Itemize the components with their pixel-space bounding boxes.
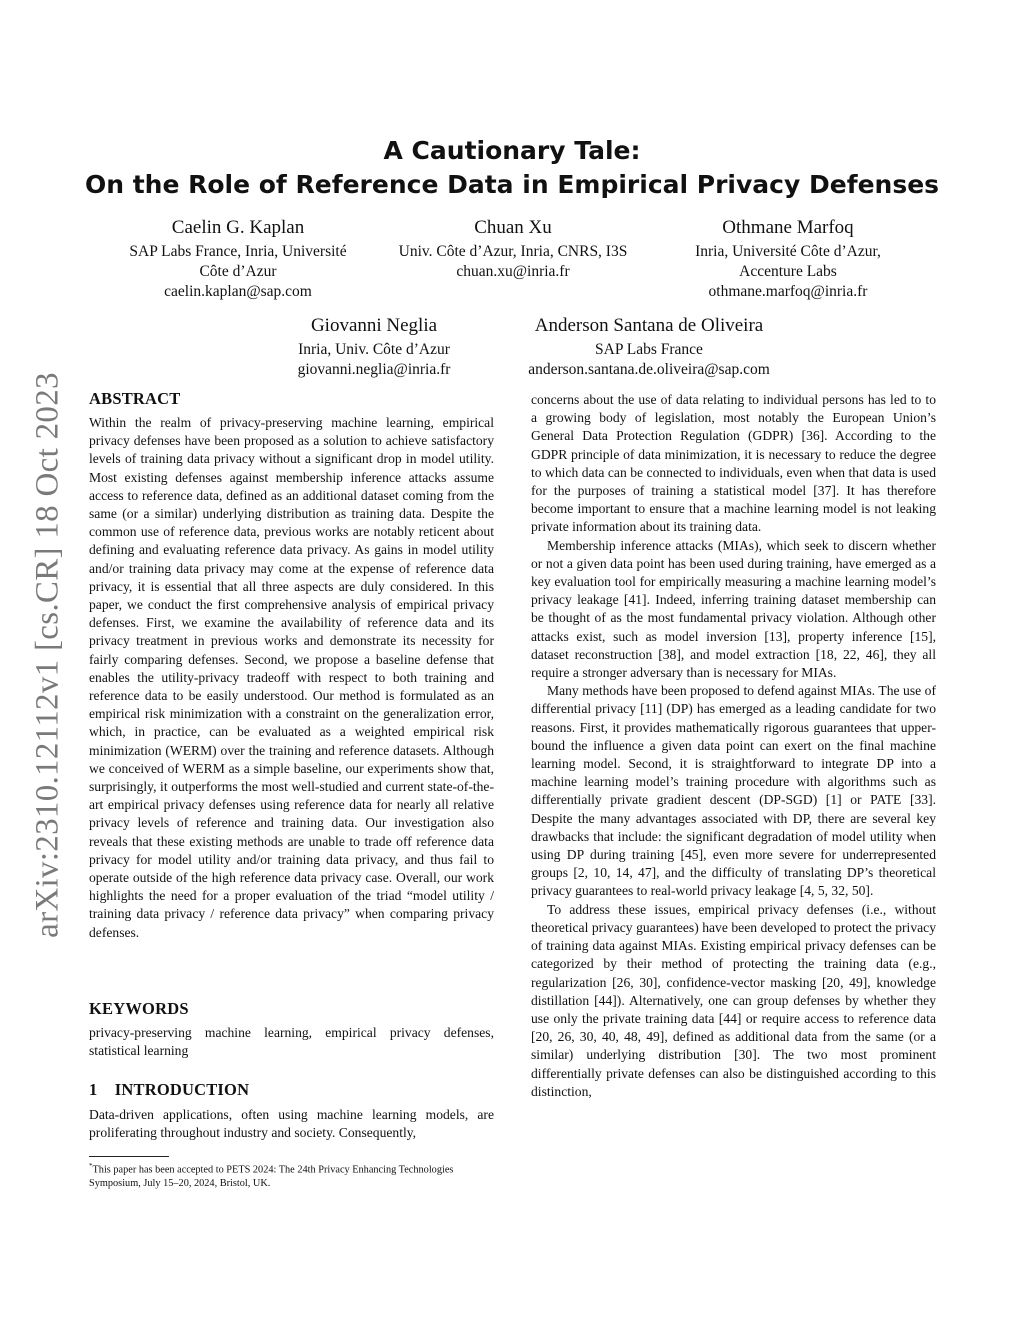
paragraph: Membership inference attacks (MIAs), which seek to discern whether or not a given data point has been used during training, have emerged as a key evaluation tool for empirically measuring a machine learning model’s privacy leakage [41]. Indeed, inferring training dataset membership can be thought of as the most fundamental privacy violation. Although other attacks exist, such as model inversion [13], property inference [15], dataset reconstruction [38], and model extraction [18, 22, 46], they all require a stronger adversary than is necessary for MIAs.: [531, 537, 936, 681]
abstract-body: [89, 414, 494, 942]
keywords-body: [89, 1024, 494, 1060]
author-block-5: [506, 314, 792, 380]
abstract-heading: ABSTRACT: [89, 389, 181, 408]
footnote: [89, 1160, 494, 1190]
arxiv-id-text: arXiv:2310.12112v1 [cs.CR] 18 Oct 2023: [29, 372, 65, 938]
abstract-text: Within the realm of privacy-preserving machine learning, empirical privacy defenses have been proposed as a solution to achieve satisfactory levels of training data privacy without a significant drop in model utility. Most existing defenses against membership inference attacks assume access to reference data, defined as an additional dataset coming from the same (or a similar) underlying distribution as training data. Despite the common use of reference data, previous works are notably reticent about defining and evaluating reference data privacy. As gains in model utility and/or training data privacy may come at the expense of reference data privacy, it is essential that all three aspects are duly considered. In this paper, we conduct the first comprehensive analysis of empirical privacy defenses. First, we examine the availability of reference data and its privacy treatment in previous works and demonstrate its necessity for fairly comparing defenses. Second, we propose a baseline defense that enables the utility-privacy tradeoff with respect to both training and reference data to be easily understood. Our method is formulated as an empirical risk minimization with a constraint on the generalization error, which, in practice, can be evaluated as a weighted empirical risk minimization (WERM) over the training and reference datasets. Although we conceived of WERM as a simple baseline, our experiments show that, surprisingly, it outperforms the most well-studied and current state-of-the-art empirical privacy defenses using reference data for nearly all relative privacy levels of reference and training data. Our investigation also reveals that these existing methods are unable to trade off reference data privacy for model utility and/or training data privacy, and thus fail to operate outside of the high reference data privacy case. Overall, our work highlights the need for a proper evaluation of the triad “model utility / training data privacy / reference data privacy” when comparing privacy defenses.: [89, 415, 494, 940]
author-block-1: [108, 216, 368, 302]
author-email[interactable]: chuan.xu@inria.fr: [456, 263, 570, 280]
paragraph: Many methods have been proposed to defend against MIAs. The use of differential privacy [11] (DP) has emerged as a leading candidate for two reasons. First, it provides mathematically rigorous guarantees that upper-bound the influence a given data point can exert on the final machine learning model. Second, it is straightforward to integrate DP into a machine learning model’s training procedure with algorithms such as differentially private gradient descent (DP-SGD) [1] or PATE [33]. Despite the many advantages associated with DP, there are several key drawbacks that include: the significant degradation of model utility when using DP during training [45], even more severe for underrepresented groups [2, 10, 14, 47], and the difficulty of translating DP’s theoretical privacy guarantees to real-world privacy leakage [4, 5, 32, 50].: [531, 683, 936, 899]
author-name: Caelin G. Kaplan: [171, 217, 305, 238]
author-email[interactable]: othmane.marfoq@inria.fr: [708, 283, 868, 300]
author-email[interactable]: caelin.kaplan@sap.com: [164, 283, 312, 300]
paragraph: To address these issues, empirical privacy defenses (i.e., without theoretical privacy guarantees) have been developed to protect the privacy of training data against MIAs. Existing empirical privacy defenses can be categorized by their method of protecting the training data (e.g., regularization [26, 30], confidence-vector masking [20, 49], knowledge distillation [44]). Alternatively, one can group defenses by whether they use only the private training data [44] or require access to reference data [20, 26, 30, 40, 48, 49], defined as additional data from the same (or a similar) underlying distribution [30]. The two most prominent differentially private defenses can also be distinguished according to this distinction,: [531, 901, 936, 1099]
author-affiliation: SAP Labs France, Inria, Université: [129, 243, 347, 260]
footnote-mark: *: [89, 1162, 93, 1170]
paper-title-line-1: A Cautionary Tale:: [383, 136, 641, 165]
introduction-body: [89, 1106, 494, 1142]
footnote-text: This paper has been accepted to PETS 2024: The 24th Privacy Enhancing Technologies Symposium, July 15–20, 2024, Bristol, UK.: [89, 1164, 454, 1189]
section-number: 1: [89, 1080, 98, 1099]
author-email[interactable]: anderson.santana.de.oliveira@sap.com: [528, 361, 770, 378]
author-name: Giovanni Neglia: [310, 315, 438, 336]
author-name: Othmane Marfoq: [722, 217, 854, 238]
paper-title-line-2: On the Role of Reference Data in Empirical Privacy Defenses: [84, 170, 940, 199]
introduction-heading: [89, 1080, 249, 1100]
author-block-4: [264, 314, 484, 380]
right-column: [531, 391, 936, 1101]
keywords-text: privacy-preserving machine learning, empirical privacy defenses, statistical learning: [89, 1025, 494, 1059]
author-affiliation: Côte d’Azur: [199, 263, 277, 280]
keywords-heading: KEYWORDS: [89, 999, 189, 1018]
arxiv-identifier: [30, 365, 65, 945]
introduction-paragraph: Data-driven applications, often using machine learning models, are proliferating throughout industry and society. Consequently,: [89, 1107, 494, 1141]
paragraph: concerns about the use of data relating to individual persons has led to to a growing body of legislation, most notably the European Union’s General Data Protection Regulation (GDPR) [36]. According to the GDPR principle of data minimization, it is necessary to reduce the degree to which data can be connected to individuals, even when that data is used for the purposes of training a statistical model [37]. It has therefore become important to ensure that a machine learning model is not leaking private information about its training data.: [531, 392, 936, 535]
author-affiliation: Inria, Univ. Côte d’Azur: [298, 341, 450, 358]
author-name: Anderson Santana de Oliveira: [534, 315, 764, 336]
author-email[interactable]: giovanni.neglia@inria.fr: [297, 361, 451, 378]
author-block-2: [378, 216, 648, 282]
author-affiliation: SAP Labs France: [595, 341, 703, 358]
author-name: Chuan Xu: [474, 217, 552, 238]
author-affiliation: Univ. Côte d’Azur, Inria, CNRS, I3S: [398, 243, 628, 260]
footnote-rule: [89, 1156, 169, 1157]
author-affiliation: Accenture Labs: [739, 263, 837, 280]
section-title: INTRODUCTION: [114, 1080, 250, 1099]
author-affiliation: Inria, Université Côte d’Azur,: [695, 243, 881, 260]
author-block-3: [668, 216, 908, 302]
